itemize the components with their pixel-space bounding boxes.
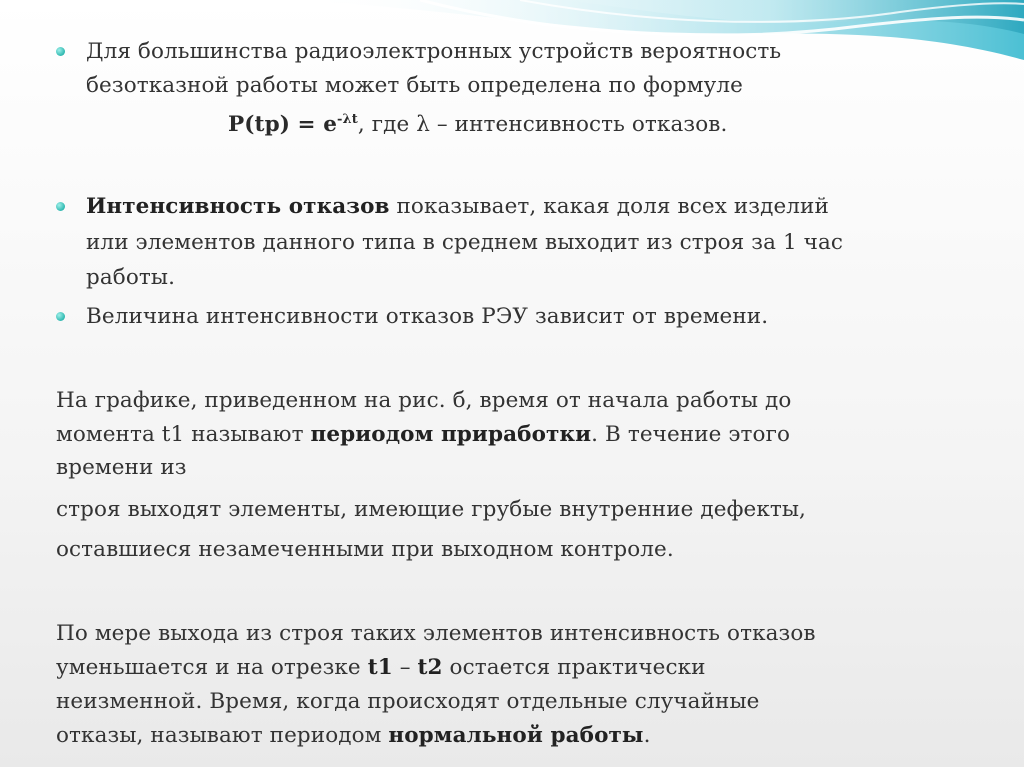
paragraph2-line2-dash: – [392, 655, 418, 680]
term-failure-rate: Интенсивность отказов [86, 194, 390, 219]
paragraph2-line2-pre: уменьшается и на отрезке [56, 655, 368, 680]
formula-exponent: -λt [337, 111, 358, 127]
term-burn-in-period: периодом приработки [310, 422, 592, 447]
label-t2: t2 [417, 655, 443, 680]
bullet-icon [56, 47, 65, 56]
paragraph1-line2-post: . В течение этого [591, 422, 790, 447]
formula-tail: , где λ – интенсивность отказов. [357, 112, 728, 137]
bullet2-line2: или элементов данного типа в среднем выходит из строя за 1 час [86, 230, 844, 255]
bullet-icon [56, 202, 65, 211]
term-normal-operation: нормальной работы [388, 723, 644, 748]
paragraph1-line2-pre: момента t1 называют [56, 422, 311, 447]
paragraph2-line1: По мере выхода из строя таких элементов интенсивность отказов [56, 621, 816, 646]
bullet1-line1: Для большинства радиоэлектронных устройств вероятность [86, 39, 782, 64]
formula-base: P(tp) = e [228, 112, 338, 137]
paragraph1-line4: строя выходят элементы, имеющие грубые внутренние дефекты, [56, 497, 806, 522]
bullet3-line1: Величина интенсивности отказов РЭУ зависит от времени. [86, 304, 769, 329]
label-t1: t1 [367, 655, 393, 680]
paragraph1-line1: На графике, приведенном на рис. б, время от начала работы до [56, 388, 792, 413]
paragraph2-line4-pre: отказы, называют периодом [56, 723, 389, 748]
paragraph2-line4 [56, 721, 651, 751]
paragraph1-line3: времени из [56, 455, 187, 480]
paragraph1-line2 [56, 420, 790, 450]
bullet1-line2: безотказной работы может быть определена по формуле [86, 73, 743, 98]
paragraph1-line5: оставшиеся незамеченными при выходном контроле. [56, 537, 674, 562]
paragraph2-line2 [56, 653, 706, 683]
paragraph2-line2-post: остается практически [442, 655, 706, 680]
formula-line [228, 110, 727, 140]
bullet2-line1 [86, 192, 829, 222]
bullet-icon [56, 312, 65, 321]
bullet2-line3: работы. [86, 265, 176, 290]
formula [228, 112, 358, 137]
bullet2-line1-rest: показывает, какая доля всех изделий [389, 194, 829, 219]
paragraph2-line4-post: . [643, 723, 651, 748]
paragraph2-line3: неизменной. Время, когда происходят отдельные случайные [56, 689, 760, 714]
